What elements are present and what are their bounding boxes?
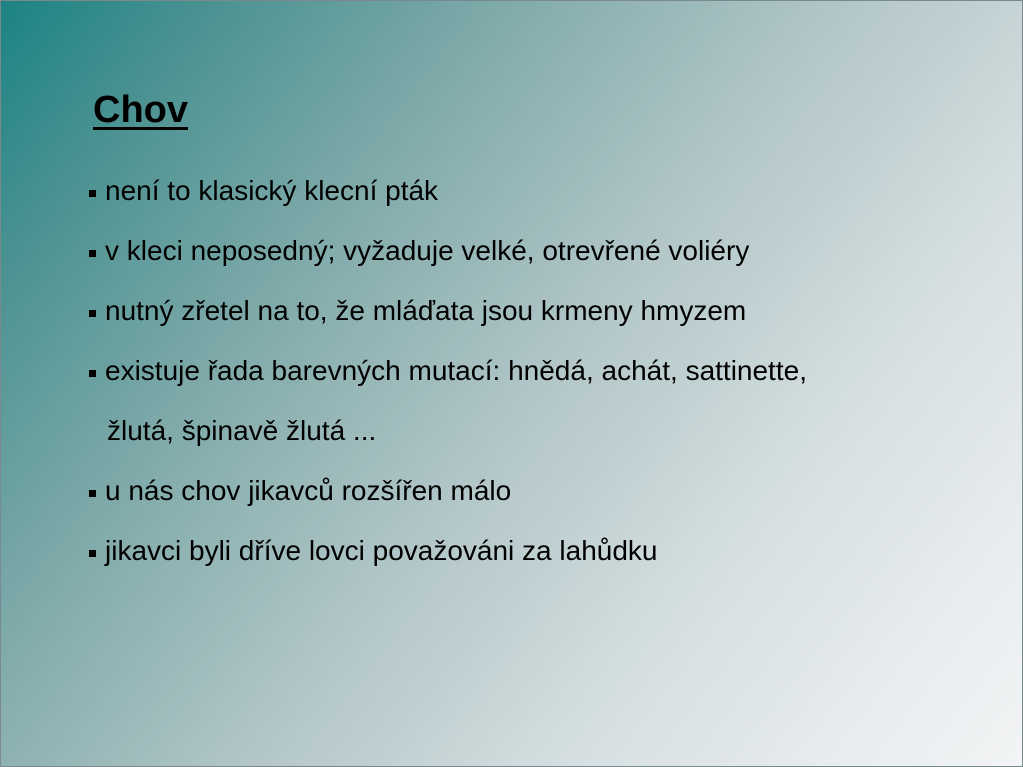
square-bullet-icon: [89, 250, 96, 257]
bullet-item: [89, 461, 969, 521]
square-bullet-icon: [89, 490, 96, 497]
bullet-list: [89, 161, 969, 581]
bullet-text: u nás chov jikavců rozšířen málo: [105, 475, 512, 506]
bullet-text: jikavci byli dříve lovci považováni za lahůdku: [105, 535, 658, 566]
bullet-item: [89, 281, 969, 341]
square-bullet-icon: [89, 370, 96, 377]
bullet-continuation-text: žlutá, špinavě žlutá ...: [107, 415, 377, 446]
square-bullet-icon: [89, 310, 96, 317]
bullet-text: v kleci neposedný; vyžaduje velké, otrevřené voliéry: [105, 235, 750, 266]
bullet-text: nutný zřetel na to, že mláďata jsou krmeny hmyzem: [105, 295, 747, 326]
bullet-text: existuje řada barevných mutací: hnědá, achát, sattinette,: [105, 355, 807, 386]
bullet-item: [89, 341, 969, 401]
bullet-item: [89, 521, 969, 581]
square-bullet-icon: [89, 190, 96, 197]
bullet-item: [89, 221, 969, 281]
slide-title: Chov: [93, 89, 188, 131]
square-bullet-icon: [89, 550, 96, 557]
bullet-text: není to klasický klecní pták: [105, 175, 439, 206]
bullet-item: [89, 161, 969, 221]
